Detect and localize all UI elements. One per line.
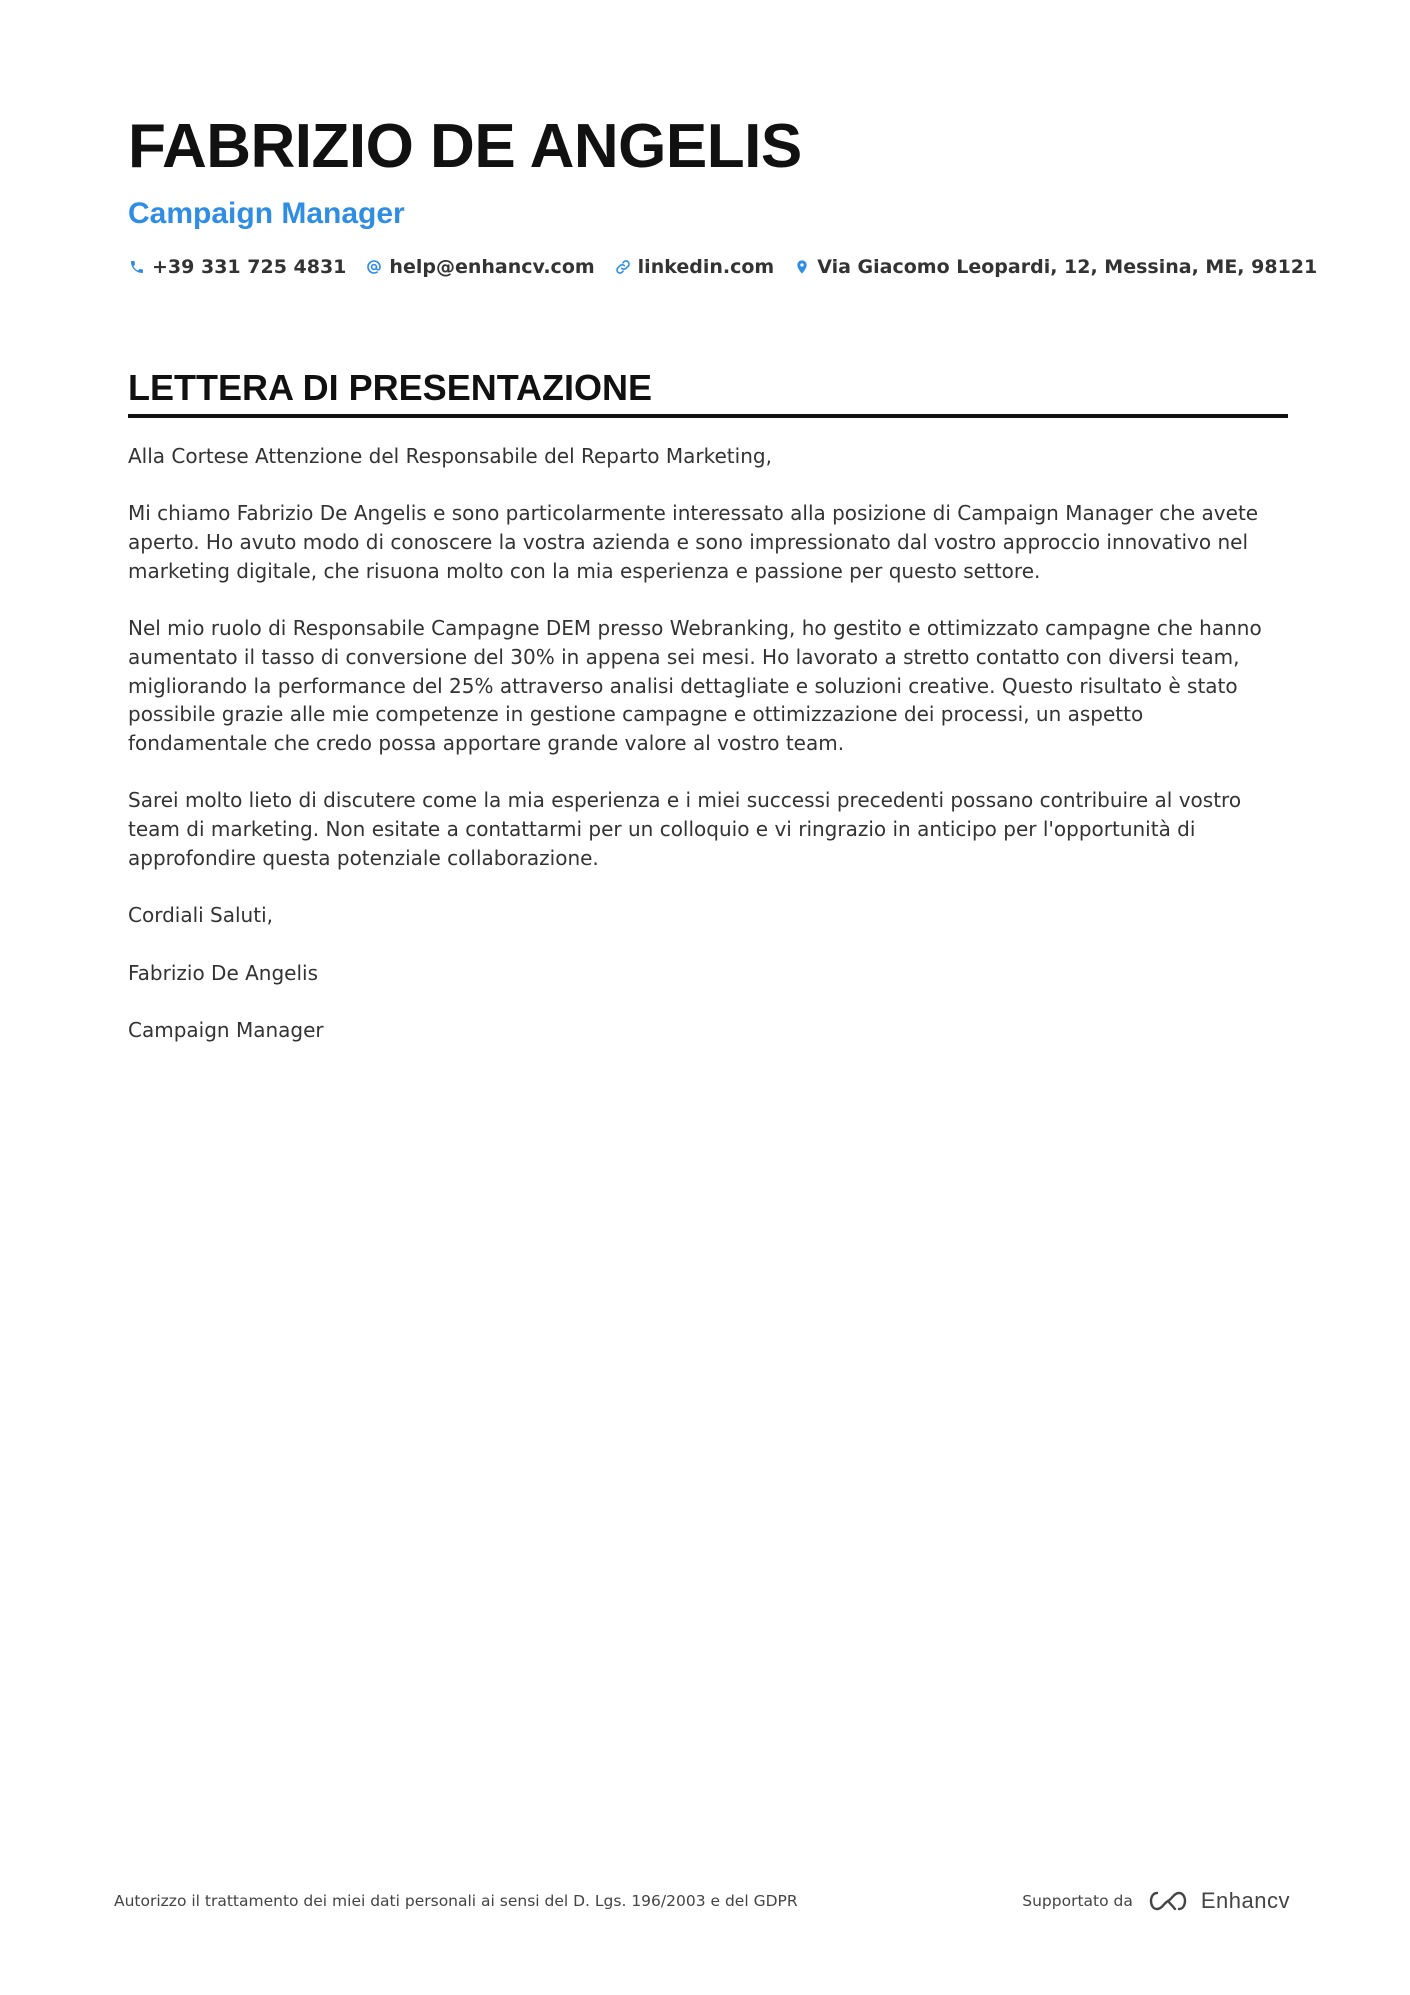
letter-paragraph: Nel mio ruolo di Responsabile Campagne DEM presso Webranking, ho gestito e ottimizzato campagne che hanno aumentato il tasso di conversione del 30% in appena sei mesi. Ho lavorato a stretto contatto con diversi team, migliorando la performance del 25% attraverso analisi dettagliate e soluzioni creative. Questo risultato è stato possibile grazie alle mie competenze in gestione campagne e ottimizzazione dei processi, un aspetto fondamentale che credo possa apportare grande valore al vostro team. [128, 616, 1262, 755]
cover-letter-section [128, 366, 1288, 1073]
contact-address-text: Via Giacomo Leopardi, 12, Messina, ME, 98121 [817, 256, 1318, 278]
powered-by[interactable] [1022, 1888, 1290, 1914]
candidate-name: FABRIZIO DE ANGELIS [128, 112, 802, 181]
contact-bar [128, 256, 1318, 278]
signature-name: Fabrizio De Angelis [128, 960, 318, 985]
contact-address [793, 256, 1317, 278]
letter-salutation: Alla Cortese Attenzione del Responsabile del Reparto Marketing, [128, 444, 772, 468]
letter-body [128, 442, 1288, 1045]
contact-email [365, 256, 594, 278]
contact-phone [128, 256, 346, 278]
brand-name: Enhancv [1200, 1888, 1290, 1913]
contact-phone-text: +39 331 725 4831 [152, 256, 347, 278]
contact-linkedin [614, 256, 775, 278]
section-title: LETTERA DI PRESENTAZIONE [128, 367, 653, 408]
at-icon [365, 258, 383, 276]
section-divider [128, 414, 1288, 418]
location-pin-icon [793, 258, 811, 276]
privacy-consent: Autorizzo il trattamento dei miei dati personali ai sensi del D. Lgs. 196/2003 e del GDPR [114, 1892, 798, 1910]
signature-role: Campaign Manager [128, 1017, 324, 1042]
letter-paragraph: Sarei molto lieto di discutere come la mia esperienza e i miei successi precedenti possano contribuire al vostro team di marketing. Non esitate a contattarmi per un colloquio e vi ringrazio in anticipo per l'opportunità di approfondire questa potenziale collaborazione. [128, 788, 1242, 870]
header [128, 110, 1318, 278]
letter-paragraph: Mi chiamo Fabrizio De Angelis e sono particolarmente interessato alla posizione di Campaign Manager che avete aperto. Ho avuto modo di conoscere la vostra azienda e sono impressionato dal vostro approccio innovativo nel marketing digitale, che risuona molto con la mia esperienza e passione per questo settore. [128, 501, 1259, 583]
powered-by-label: Supportato da [1022, 1892, 1133, 1910]
link-icon [614, 258, 632, 276]
candidate-role: Campaign Manager [128, 197, 405, 230]
enhancv-logo-icon [1145, 1889, 1191, 1913]
footer [114, 1888, 1290, 1914]
phone-icon [128, 258, 146, 276]
contact-email-text: help@enhancv.com [389, 256, 595, 278]
letter-closing: Cordiali Saluti, [128, 903, 273, 928]
contact-linkedin-text: linkedin.com [637, 256, 775, 278]
